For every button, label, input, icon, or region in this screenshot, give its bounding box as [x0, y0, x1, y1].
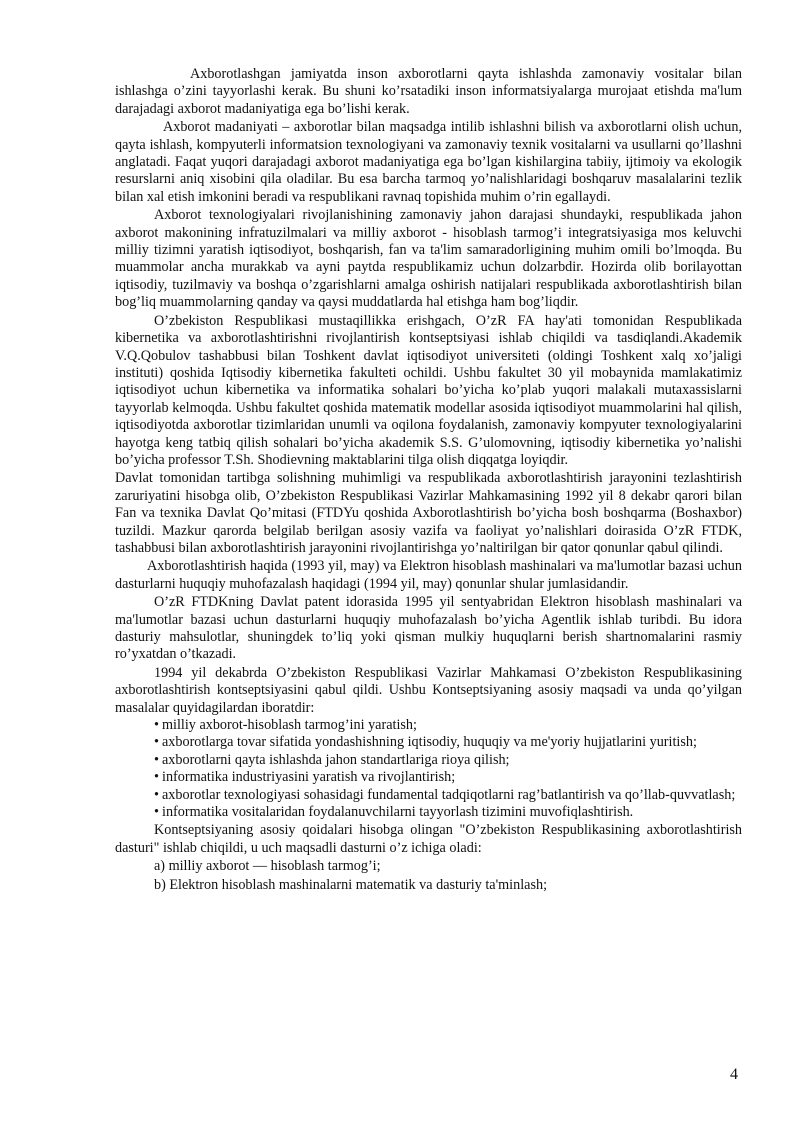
paragraph-culture: Axborot madaniyati – axborotlar bilan maqsadga intilib ishlashni bilish va axborotlarni olish uchun, qayta ishlash, kompyuterli informatsion texnologiyani va zamonaviy texnik vositalarni va usullarni qo’llashni anglatadi. Faqat yuqori darajadagi axborot madaniyatiga ega bo’lgan kishilargina tabiiy, ijtimoiy va ekologik resurslarni aniq xisobini qila oladilar. Bu esa barcha tarmoq yo’nalishlaridagi boshqaruv masalalarini tezlik bilan xal etish imkonini beradi va respublikani ravnaq topishida muhim o’rin egallaydi.: [115, 119, 742, 205]
paragraph-agency: O’zR FTDKning Davlat patent idorasida 1995 yil sentyabridan Elektron hisoblash mashinalari va ma'lumotlar bazasi uchun dasturlarni huquqiy muhofazalash bo’yicha Agentlik ishlab turibdi. Bu idora dasturiy mahsulotlar, shuningdek to’liq yoki qisman mulkiy huquqlarni berish shartnomalarini rasmiy ro’yxatdan o’tkazadi.: [115, 594, 742, 663]
list-item: • axborotlarni qayta ishlashda jahon standartlariga rioya qilish;: [154, 751, 510, 768]
document-body: [115, 66, 742, 894]
paragraph-concept: 1994 yil dekabrda O’zbekiston Respublikasi Vazirlar Mahkamasi O’zbekiston Respublikasining axborotlashtirish kontseptsiyasini qabul qildi. Ushbu Kontseptsiyaning asosiy maqsadi va unda qo’yilgan masalalar quyidagilardan iboratdir:: [115, 664, 742, 716]
paragraph-technology: Axborot texnologiyalari rivojlanishining zamonaviy jahon darajasi shundayki, respublikada jahon axborot makonining infratuzilmalari va milliy axborot - hisoblash tarmog’i integratsiyasiga mos keluvchi milliy tizimni yaratish iqtisodiyot, boshqarish, fan va ta'lim samaradorligining muhim omili bo’lmoqda. Bu muammolar ancha murakkab va ayni paytda respublikamiz uchun dolzarbdir. Hozirda olib borilayottan iqtisodiy, tuzilmaviy va boshqa o’zgarishlarni amalga oshirish natijalari respublikada axborotlashtirish bilan bog’liq muammolarning qanday va qaysi muddatlarda hal etishga ham bog’liqdir.: [115, 207, 742, 311]
list-item: • axborotlar texnologiyasi sohasidagi fundamental tadqiqotlarni rag’batlantirish va qo’llab-quvvatlash;: [154, 786, 736, 803]
page-number: 4: [730, 1066, 738, 1083]
list-item: • informatika vositalaridan foydalanuvchilarni tayyorlash tizimini muvofiqlashtirish.: [154, 804, 634, 821]
paragraph-program: Kontseptsiyaning asosiy qoidalari hisobga olingan "O’zbekiston Respublikasining axborotlashtirish dasturi" ishlab chiqildi, u uch maqsadli dasturni o’z ichiga oladi:: [115, 822, 742, 856]
list-item: • informatika industriyasini yaratish va rivojlantirish;: [154, 769, 456, 786]
bullet-icon: •: [154, 734, 159, 751]
bullet-icon: •: [154, 769, 159, 786]
bullet-icon: •: [154, 786, 159, 803]
list-item: • milliy axborot-hisoblash tarmog’ini yaratish;: [154, 717, 417, 734]
paragraph-intro: Axborotlashgan jamiyatda inson axborotlarni qayta ishlashda zamonaviy vositalar bilan ishlashga o’zini tayyorlashi kerak. Bu shuni ko’rsatadiki inson informatsiyalarga murojaat etishda ma'lum darajadagi axborot madaniyatiga ega bo’lishi kerak.: [115, 66, 742, 117]
program-item-a: a) milliy axborot — hisoblash tarmog’i;: [154, 858, 381, 875]
program-item-b: b) Elektron hisoblash mashinalarni matematik va dasturiy ta'minlash;: [154, 876, 548, 893]
bullet-icon: •: [154, 717, 159, 734]
paragraph-laws: Axborotlashtirish haqida (1993 yil, may) va Elektron hisoblash mashinalari va ma'lumotlar bazasi uchun dasturlarni huquqiy muhofazalash haqidagi (1994 yil, may) qonunlar shular jumlasidandir.: [115, 558, 742, 592]
concept-goals-list: [115, 717, 742, 821]
paragraph-state-regulation: Davlat tomonidan tartibga solishning muhimligi va respublikada axborotlashtirish jarayonini tezlashtirish zaruriyatini hisobga olib, O’zbekiston Respublikasi Vazirlar Mahkamasining 1992 yil 8 dekabr qarori bilan Fan va texnika Davlat Qo’mitasi (FTDYu qoshida Axborotlashtirish bo’yicha bosh boshqarma (Boshaxbor) tuzildi. Mazkur qarorda belgilab berilgan asosiy vazifa va faoliyat yo’nalishlari doirasida O’zR FTDK, tashabbusi bilan axborotlashtirish jarayonini rivojlantirishga yo’naltirilgan bir qator qonunlar qabul qilindi.: [115, 470, 742, 556]
bullet-icon: •: [154, 751, 159, 768]
bullet-icon: •: [154, 804, 159, 821]
list-item: • axborotlarga tovar sifatida yondashishning iqtisodiy, huquqiy va me'yoriy hujjatlarini yuritish;: [154, 734, 697, 751]
paragraph-independence: O’zbekiston Respublikasi mustaqillikka erishgach, O’zR FA hay'ati tomonidan Respublikada kibernetika va axborotlashtirishni rivojlantirish kontseptsiyasi ishlab chiqildi va tasdiqlandi.Akademik V.Q.Qobulov tashabbusi bilan Toshkent davlat iqtisodiyot universiteti (oldingi Toshkent xalq xo’jaligi instituti) qoshida Iqtisodiy kibernetika fakulteti ochildi. Ushbu fakultet 30 yil mobaynida mamlakatimiz iqtisodiyot uchun kibernetika va informatika sohalari bo’yicha ko’plab yuqori malakali mutaxassislarni tayyorlab kelmoqda. Ushbu fakultet qoshida matematik modellar asosida iqtisodiyot muammolarini hal qilish, iqtisodiyotda axborotlar tizimlaridan unumli va oqilona foydalanish, zamonaviy kompyuter texnologiyalarini hayotga keng tatbiq qilish sohalari bo’yicha akademik S.S. G’ulomovning, iqtisodiy kibernetika yo’nalishi bo’yicha professor T.Sh. Shodievning maktablarini tilga olish diqqatga loyiqdir.: [115, 312, 742, 468]
